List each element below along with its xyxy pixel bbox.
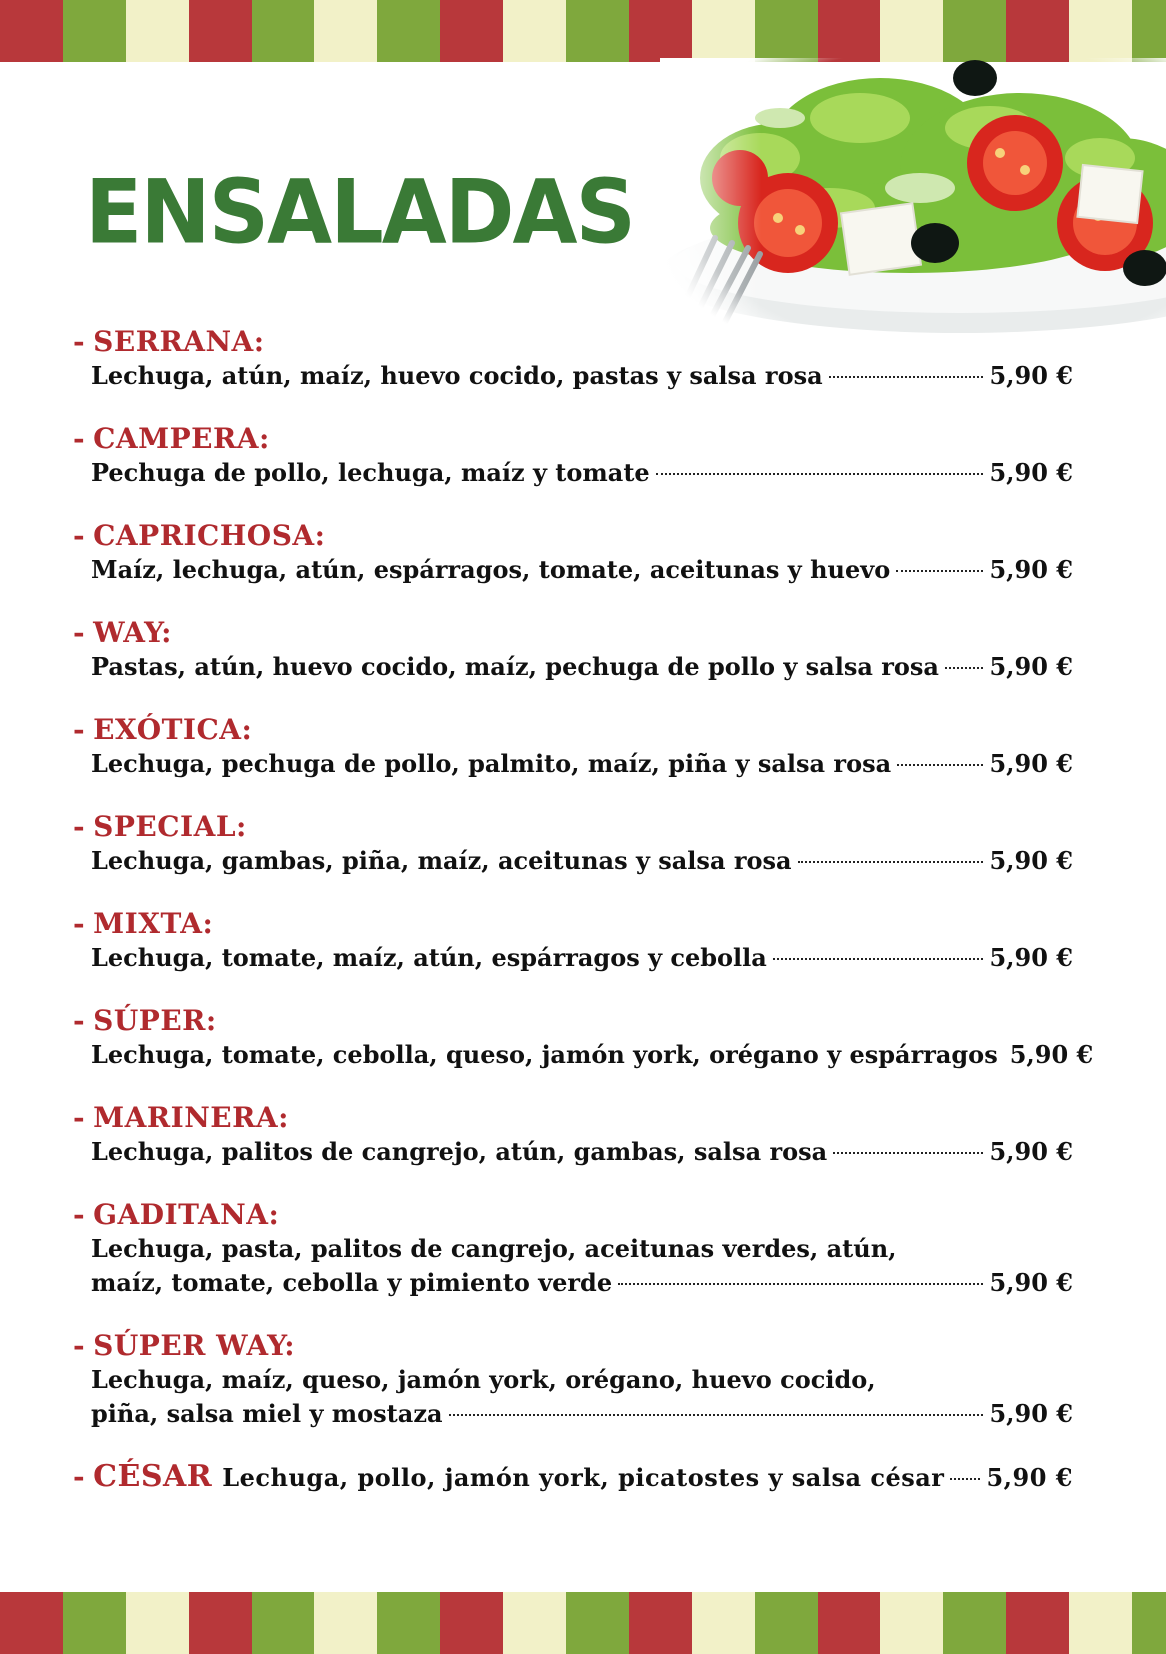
stripe-segment xyxy=(503,1592,566,1654)
stripe-segment xyxy=(880,1592,943,1654)
menu-item xyxy=(73,519,1073,587)
page-title: ENSALADAS xyxy=(85,160,634,264)
stripe-segment xyxy=(943,1592,1006,1654)
item-dash: - xyxy=(73,907,86,940)
item-line xyxy=(73,1266,1073,1300)
stripe-segment xyxy=(63,0,126,62)
item-name: SÚPER WAY: xyxy=(93,1329,296,1362)
stripe-segment xyxy=(629,0,692,62)
item-name: GADITANA: xyxy=(93,1198,280,1231)
stripe-segment xyxy=(440,0,503,62)
item-description: maíz, tomate, cebolla y pimiento verde xyxy=(91,1268,613,1297)
stripe-segment xyxy=(0,0,63,62)
dot-leader xyxy=(798,861,984,863)
stripe-segment xyxy=(1069,0,1132,62)
item-line xyxy=(73,650,1073,684)
item-name: MIXTA: xyxy=(93,907,214,940)
stripe-segment xyxy=(377,1592,440,1654)
dot-leader xyxy=(449,1414,984,1416)
item-price: 5,90 € xyxy=(1009,1040,1094,1069)
stripe-segment xyxy=(126,1592,189,1654)
menu-item xyxy=(73,422,1073,490)
item-dash: - xyxy=(73,325,86,358)
dot-leader xyxy=(773,958,984,960)
stripe-segment xyxy=(755,0,818,62)
dot-leader xyxy=(618,1283,983,1285)
stripe-segment xyxy=(629,1592,692,1654)
item-price: 5,90 € xyxy=(989,749,1073,778)
stripe-segment xyxy=(252,1592,315,1654)
item-description: Lechuga, pollo, jamón york, picatostes y salsa césar xyxy=(222,1463,945,1492)
stripe-segment xyxy=(189,1592,252,1654)
item-dash: - xyxy=(73,1460,86,1493)
item-description: Lechuga, palitos de cangrejo, atún, gambas, salsa rosa xyxy=(91,1137,828,1166)
salad-illustration xyxy=(660,58,1166,338)
stripe-segment xyxy=(440,1592,503,1654)
dot-leader xyxy=(897,764,983,766)
dot-leader xyxy=(833,1152,983,1154)
stripe-segment xyxy=(1069,1592,1132,1654)
dot-leader xyxy=(656,473,984,475)
item-name: WAY: xyxy=(93,616,172,649)
item-price: 5,90 € xyxy=(989,555,1073,584)
stripe-segment xyxy=(0,1592,63,1654)
item-line xyxy=(73,1363,1073,1397)
menu-item xyxy=(73,1101,1073,1169)
stripe-segment xyxy=(566,1592,629,1654)
stripe-segment xyxy=(1132,1592,1166,1654)
menu-item xyxy=(73,810,1073,878)
item-dash: - xyxy=(73,1101,86,1134)
stripe-segment xyxy=(943,0,1006,62)
item-line xyxy=(73,1397,1073,1431)
stripe-segment xyxy=(566,0,629,62)
stripe-segment xyxy=(818,1592,881,1654)
item-description: Pechuga de pollo, lechuga, maíz y tomate xyxy=(91,458,650,487)
item-dash: - xyxy=(73,810,86,843)
item-dash: - xyxy=(73,1329,86,1362)
salad-photo xyxy=(660,58,1166,338)
item-price: 5,90 € xyxy=(989,943,1073,972)
menu-item xyxy=(73,907,1073,975)
item-line xyxy=(73,1232,1073,1266)
item-description: Lechuga, atún, maíz, huevo cocido, pastas y salsa rosa xyxy=(91,361,823,390)
item-line xyxy=(73,844,1073,878)
stripe-segment xyxy=(1006,0,1069,62)
item-dash: - xyxy=(73,1198,86,1231)
stripe-segment xyxy=(1132,0,1166,62)
item-line xyxy=(73,359,1073,393)
stripe-segment xyxy=(314,0,377,62)
item-description: Maíz, lechuga, atún, espárragos, tomate, aceitunas y huevo xyxy=(91,555,891,584)
item-line xyxy=(73,1135,1073,1169)
item-description: Lechuga, tomate, cebolla, queso, jamón york, orégano y espárragos xyxy=(91,1040,998,1069)
item-description: Lechuga, gambas, piña, maíz, aceitunas y salsa rosa xyxy=(91,846,792,875)
item-price: 5,90 € xyxy=(989,652,1073,681)
stripe-segment xyxy=(189,0,252,62)
item-price: 5,90 € xyxy=(989,846,1073,875)
menu-item xyxy=(73,616,1073,684)
item-dash: - xyxy=(73,422,86,455)
item-name: EXÓTICA: xyxy=(93,713,253,746)
item-name: CAMPERA: xyxy=(93,422,270,455)
item-dash: - xyxy=(73,713,86,746)
dot-leader xyxy=(829,376,984,378)
stripe-segment xyxy=(692,0,755,62)
item-dash: - xyxy=(73,519,86,552)
menu-item xyxy=(73,1004,1094,1072)
stripe-segment xyxy=(377,0,440,62)
menu-item xyxy=(73,325,1073,393)
item-name: MARINERA: xyxy=(93,1101,289,1134)
item-line xyxy=(73,747,1073,781)
menu-item xyxy=(73,1329,1073,1431)
item-name: SPECIAL: xyxy=(93,810,247,843)
bottom-stripe-border xyxy=(0,1592,1166,1654)
item-price: 5,90 € xyxy=(989,361,1073,390)
item-name: CAPRICHOSA: xyxy=(93,519,326,552)
item-description: Lechuga, maíz, queso, jamón york, orégano, huevo cocido, xyxy=(91,1365,876,1394)
item-price: 5,90 € xyxy=(989,1268,1073,1297)
item-dash: - xyxy=(73,616,86,649)
stripe-segment xyxy=(252,0,315,62)
item-line xyxy=(73,1038,1094,1072)
item-price: 5,90 € xyxy=(989,1137,1073,1166)
item-name: SÚPER: xyxy=(93,1004,217,1037)
item-description: Lechuga, tomate, maíz, atún, espárragos y cebolla xyxy=(91,943,767,972)
menu-item xyxy=(73,1460,1073,1495)
stripe-segment xyxy=(1006,1592,1069,1654)
item-price: 5,90 € xyxy=(989,458,1073,487)
top-stripe-border xyxy=(0,0,1166,62)
stripe-segment xyxy=(503,0,566,62)
stripe-segment xyxy=(126,0,189,62)
item-description: Pastas, atún, huevo cocido, maíz, pechuga de pollo y salsa rosa xyxy=(91,652,939,681)
stripe-segment xyxy=(314,1592,377,1654)
menu-item xyxy=(73,1198,1073,1300)
stripe-segment xyxy=(755,1592,818,1654)
stripe-segment xyxy=(692,1592,755,1654)
dot-leader xyxy=(896,570,983,572)
item-description: piña, salsa miel y mostaza xyxy=(91,1399,443,1428)
item-description: Lechuga, pechuga de pollo, palmito, maíz, piña y salsa rosa xyxy=(91,749,892,778)
stripe-segment xyxy=(880,0,943,62)
item-price: 5,90 € xyxy=(986,1463,1073,1492)
stripe-segment xyxy=(818,0,881,62)
item-price: 5,90 € xyxy=(989,1399,1073,1428)
dot-leader xyxy=(950,1478,980,1480)
item-name: CÉSAR xyxy=(93,1459,213,1494)
item-dash: - xyxy=(73,1004,86,1037)
item-description: Lechuga, pasta, palitos de cangrejo, aceitunas verdes, atún, xyxy=(91,1234,897,1263)
menu-item xyxy=(73,713,1073,781)
item-name: SERRANA: xyxy=(93,325,265,358)
item-line xyxy=(73,553,1073,587)
dot-leader xyxy=(945,667,984,669)
stripe-segment xyxy=(63,1592,126,1654)
item-line xyxy=(73,941,1073,975)
item-line xyxy=(73,456,1073,490)
